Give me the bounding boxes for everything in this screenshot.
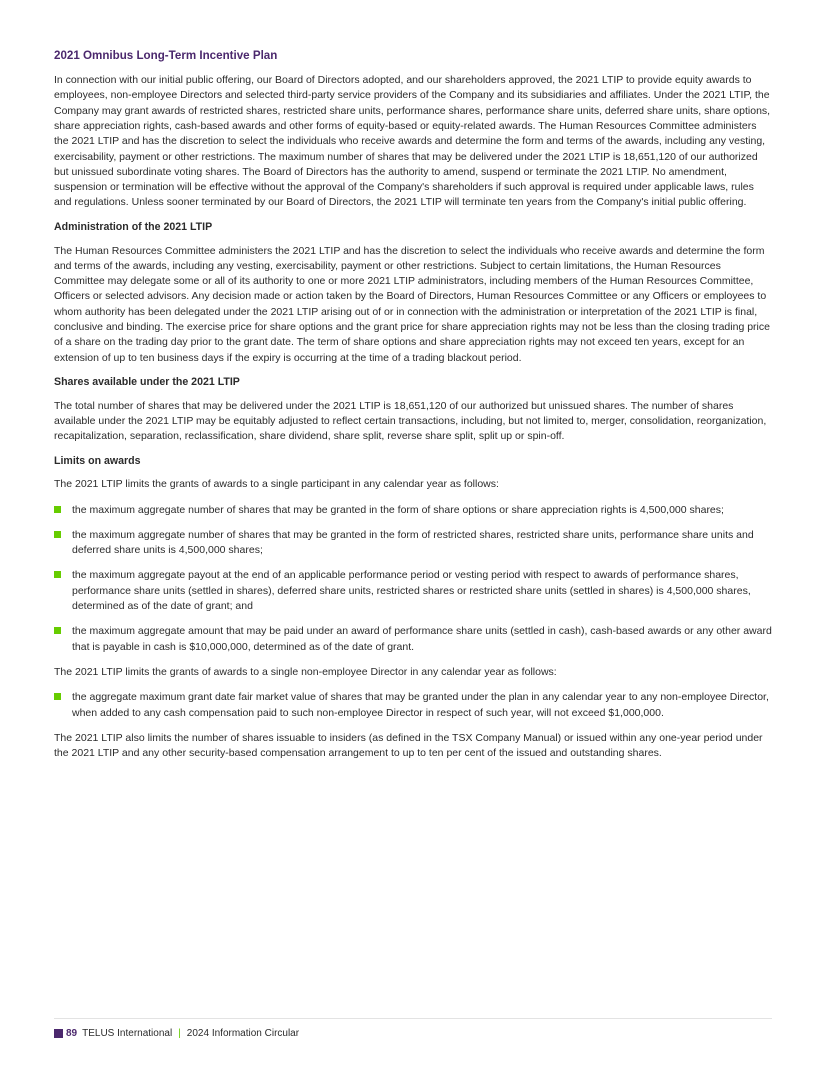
section-title: 2021 Omnibus Long-Term Incentive Plan — [54, 49, 278, 62]
intro-paragraph: In connection with our initial public offering, our Board of Directors adopted, and our shareholders approved, the 2021 LTIP to provide equity awards to employees, non-employee Directors and selected third-party service providers of the Company and its subsidiaries and affiliates. Under the 2021 LTIP, the Company may grant awards of restricted shares, restricted share units, performance shares, performance share units, deferred share units, share options, share appreciation rights, cash-based awards and other forms of equity-based or equity-related awards. The Human Resources Committee administers the 2021 LTIP and has the discretion to select the individuals who receive awards and determine the form and terms of the awards, including any vesting, exercisability, payment or other restrictions. The maximum number of shares that may be delivered under the 2021 LTIP is 18,651,120 of our authorized but unissued subordinate voting shares. The Board of Directors has the authority to amend, suspend or terminate the 2021 LTIP. No amendment, suspension or termination will be effective without the approval of the Company's shareholders if such approval is required under applicable laws, rules and regulations. Unless sooner terminated by our Board of Directors, the 2021 LTIP will terminate ten years from the Company's initial public offering. — [54, 74, 771, 209]
page-number: 89 — [66, 1028, 78, 1039]
limits-intro-paragraph: The 2021 LTIP limits the grants of awards to a single participant in any calendar year as follows: — [54, 478, 499, 491]
footer-document-title: 2024 Information Circular — [186, 1028, 300, 1039]
purple-square-icon — [54, 1029, 63, 1038]
list-item — [54, 690, 772, 721]
list-item — [54, 568, 772, 614]
list-item-text: the maximum aggregate amount that may be paid under an award of performance share units (settled in cash), cash-based awards or any other award that is payable in cash is $10,000,000, determined as of the date of grant. — [72, 625, 772, 653]
list-item — [54, 503, 772, 518]
insider-limits-paragraph: The 2021 LTIP also limits the number of shares issuable to insiders (as defined in the TSX Company Manual) or issued within any one-year period under the 2021 LTIP and any other security-based compensation arrangement to up to ten per cent of the issued and outstanding shares. — [54, 731, 763, 760]
list-item — [54, 624, 772, 655]
shares-available-paragraph: The total number of shares that may be delivered under the 2021 LTIP is 18,651,120 of our authorized but unissued shares. The number of shares available under the 2021 LTIP may be equitably adjusted to reflect certain transactions, including, but not limited to, merger, consolidation, reorganization, recapitalization, separation, reclassification, share dividend, share split, reverse share split, split up or spin-off. — [54, 399, 767, 443]
footer-company: TELUS International — [82, 1028, 173, 1039]
shares-available-heading: Shares available under the 2021 LTIP — [54, 375, 240, 388]
list-item-text: the aggregate maximum grant date fair market value of shares that may be granted under the plan in any calendar year to any non-employee Director, when added to any cash compensation paid to such non-employee Director in respect of such year, will not exceed $1,000,000. — [72, 691, 769, 719]
page-footer — [54, 1018, 772, 1039]
list-item — [54, 528, 772, 559]
green-square-bullet-icon — [54, 693, 61, 700]
administration-paragraph: The Human Resources Committee administers the 2021 LTIP and has the discretion to select the individuals who receive awards and determine the form and terms of the awards, including any vesting, exercisability, payment or other restrictions. Subject to certain limitations, the Human Resources Committee may delegate some or all of its authority to one or more 2021 LTIP administrators, including members of the Human Resources Committee, Officers or selected advisors. Any decision made or action taken by the Board of Directors, Human Resources Committee or any Officers or employees to whom authority has been delegated under the 2021 LTIP arising out of or in connection with the administration or interpretation of the 2021 LTIP is final, conclusive and binding. The exercise price for share options and the grant price for share appreciation rights may not be less than the closing trading price of a share on the trading day prior to the grant date. The term of share options and share appreciation rights may not exceed ten years, except for an extension of up to ten business days if the expiry is occurring at the time of a trading blackout period. — [54, 244, 770, 364]
green-square-bullet-icon — [54, 627, 61, 634]
participant-limits-list — [54, 503, 772, 655]
director-limits-list — [54, 690, 772, 721]
list-item-text: the maximum aggregate number of shares that may be granted in the form of share options or share appreciation rights is 4,500,000 shares; — [72, 503, 724, 516]
green-square-bullet-icon — [54, 506, 61, 513]
footer-separator: | — [178, 1028, 181, 1039]
document-page — [54, 48, 772, 771]
green-square-bullet-icon — [54, 531, 61, 538]
administration-heading: Administration of the 2021 LTIP — [54, 220, 213, 233]
list-item-text: the maximum aggregate number of shares that may be granted in the form of restricted shares, restricted share units, performance share units and deferred share units is 4,500,000 shares; — [72, 528, 754, 557]
director-limits-intro: The 2021 LTIP limits the grants of awards to a single non-employee Director in any calendar year as follows: — [54, 665, 557, 678]
green-square-bullet-icon — [54, 571, 61, 578]
limits-heading: Limits on awards — [54, 454, 141, 467]
list-item-text: the maximum aggregate payout at the end of an applicable performance period or vesting period with respect to awards of performance shares, performance share units (settled in shares), deferred share units, restricted shares or restricted share units (settled in shares) is 4,500,000 shares, determined as of the date of grant; and — [72, 569, 751, 613]
